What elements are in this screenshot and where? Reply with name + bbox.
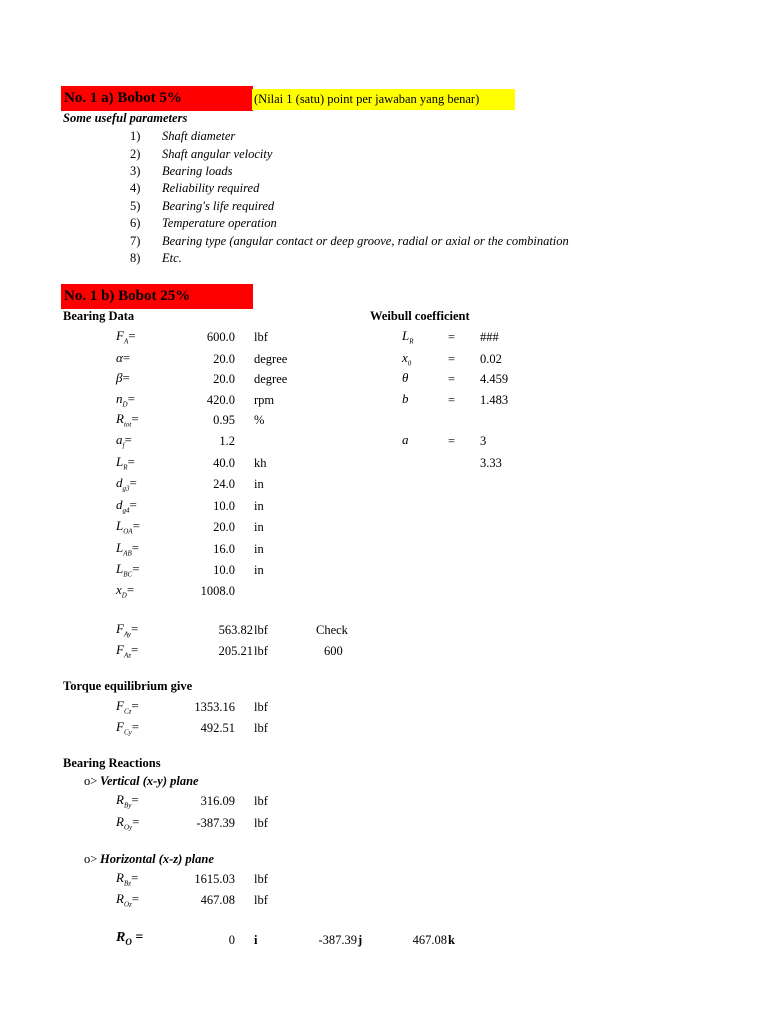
horizontal-plane-label: Horizontal (x-z) plane [100,852,214,866]
ro-symbol: $R_O$ = [116,930,144,947]
reaction-symbol: $R_{Oz}=$ [116,891,140,909]
bearing-param-symbol: $R_{tot}=$ [116,411,139,429]
list-item-num: 4) [130,181,141,195]
ro-k-unit: k [448,933,455,947]
weibull-symbol: $L_R$ [402,328,414,346]
bearing-param-value: 20.0 [213,352,235,366]
bearing-param-symbol: β= [116,370,130,385]
force-unit: lbf [254,644,268,658]
bearing-param-symbol: $F_A=$ [116,328,136,346]
reaction-symbol: $R_{By}=$ [116,792,139,810]
torque-force-unit: lbf [254,721,268,735]
reaction-value: 1615.03 [194,872,235,886]
weibull-symbol: a [402,432,409,447]
bearing-param-value: 20.0 [213,520,235,534]
weibull-equals: = [448,330,456,344]
list-item-text: Shaft diameter [162,129,236,143]
list-item-text: Bearing type (angular contact or deep groove, radial or axial or the combination [162,234,569,248]
list-item-text: Temperature operation [162,216,277,230]
force-value: 563.82 [218,623,253,637]
list-item-num: 1) [130,129,141,143]
force-check: 600 [324,644,343,658]
list-item-text: Etc. [162,251,182,265]
list-item-num: 6) [130,216,141,230]
bearing-param-unit: degree [254,352,288,366]
bearing-param-value: 10.0 [213,563,235,577]
bearing-param-symbol: $x_D=$ [116,582,135,600]
list-item-text: Reliability required [162,181,260,195]
section-1a-note: (Nilai 1 (satu) point per jawaban yang benar) [252,89,515,110]
bearing-param-value: 0.95 [213,413,235,427]
torque-force-unit: lbf [254,700,268,714]
list-item-text: Bearing's life required [162,199,275,213]
section-1b-banner: No. 1 b) Bobot 25% [61,284,253,309]
weibull-equals: = [448,434,456,448]
ro-i-value: 0 [228,933,235,947]
reactions-title: Bearing Reactions [63,756,161,770]
vertical-plane-label: Vertical (x-y) plane [100,774,199,788]
vertical-bullet: o> [84,774,98,788]
force-value: 205.21 [218,644,253,658]
reaction-value: 316.09 [200,794,235,808]
torque-force-symbol: $F_{Cz}=$ [116,698,139,716]
bearing-param-unit: in [254,477,264,491]
ro-k-value: 467.08 [412,933,447,947]
bearing-param-symbol: $d_{g4}=$ [116,497,137,515]
weibull-equals: = [448,393,456,407]
bearing-param-unit: in [254,542,264,556]
weibull-value: 1.483 [480,393,509,407]
bearing-param-symbol: $L_{BC}=$ [116,561,140,579]
reaction-unit: lbf [254,872,268,886]
bearing-param-unit: degree [254,372,288,386]
weibull-value: 4.459 [480,372,509,386]
bearing-param-unit: in [254,520,264,534]
bearing-param-unit: in [254,499,264,513]
bearing-param-value: 40.0 [213,456,235,470]
reaction-value: -387.39 [196,816,235,830]
bearing-param-value: 600.0 [206,330,235,344]
bearing-param-symbol: $L_{OA}=$ [116,518,140,536]
bearing-param-symbol: α= [116,350,131,365]
bearing-param-symbol: $L_R=$ [116,454,135,472]
list-item-num: 2) [130,147,141,161]
useful-parameters-heading: Some useful parameters [63,111,188,125]
reaction-symbol: $R_{Bz}=$ [116,870,139,888]
reaction-symbol: $R_{Oy}=$ [116,814,140,832]
force-check: Check [316,623,348,637]
reaction-value: 467.08 [200,893,235,907]
reaction-unit: lbf [254,893,268,907]
weibull-value: ### [480,330,499,344]
weibull-symbol: θ [402,370,409,385]
force-symbol: $F_{Ay}=$ [116,621,139,639]
bearing-param-symbol: $n_D=$ [116,391,135,409]
ro-i-unit: i [254,933,258,947]
section-1a-banner: No. 1 a) Bobot 5% [61,86,253,111]
weibull-symbol: $x_0$ [402,350,412,368]
bearing-param-symbol: $d_{g3}=$ [116,475,137,493]
ro-j-value: -387.39 [318,933,357,947]
torque-force-value: 492.51 [200,721,235,735]
bearing-param-value: 24.0 [213,477,235,491]
torque-title: Torque equilibrium give [63,679,193,693]
torque-force-symbol: $F_{Cy}=$ [116,719,140,737]
bearing-param-value: 10.0 [213,499,235,513]
weibull-equals: = [448,372,456,386]
weibull-equals: = [448,352,456,366]
bearing-param-value: 16.0 [213,542,235,556]
list-item-text: Shaft angular velocity [162,147,273,161]
weibull-value: 3 [480,434,487,448]
bearing-param-symbol: $L_{AB}=$ [116,540,140,558]
bearing-param-unit: % [254,413,265,427]
horizontal-bullet: o> [84,852,98,866]
list-item-num: 5) [130,199,141,213]
ro-j-unit: j [358,933,363,947]
weibull-title: Weibull coefficient [370,309,470,323]
weibull-symbol: b [402,391,409,406]
list-item-text: Bearing loads [162,164,233,178]
list-item-num: 7) [130,234,141,248]
bearing-param-value: 420.0 [206,393,235,407]
reaction-unit: lbf [254,816,268,830]
bearing-param-unit: in [254,563,264,577]
weibull-value: 0.02 [480,352,502,366]
reaction-unit: lbf [254,794,268,808]
bearing-param-value: 20.0 [213,372,235,386]
bearing-param-value: 1.2 [219,434,235,448]
bearing-param-value: 1008.0 [200,584,235,598]
bearing-param-unit: kh [254,456,267,470]
bearing-param-unit: rpm [254,393,275,407]
list-item-num: 8) [130,251,141,265]
list-item-num: 3) [130,164,141,178]
bearing-data-title: Bearing Data [63,309,135,323]
torque-force-value: 1353.16 [194,700,235,714]
bearing-param-unit: lbf [254,330,268,344]
force-symbol: $F_{Az}=$ [116,642,139,660]
weibull-value: 3.33 [480,456,502,470]
force-unit: lbf [254,623,268,637]
bearing-param-symbol: $a_f=$ [116,432,132,450]
